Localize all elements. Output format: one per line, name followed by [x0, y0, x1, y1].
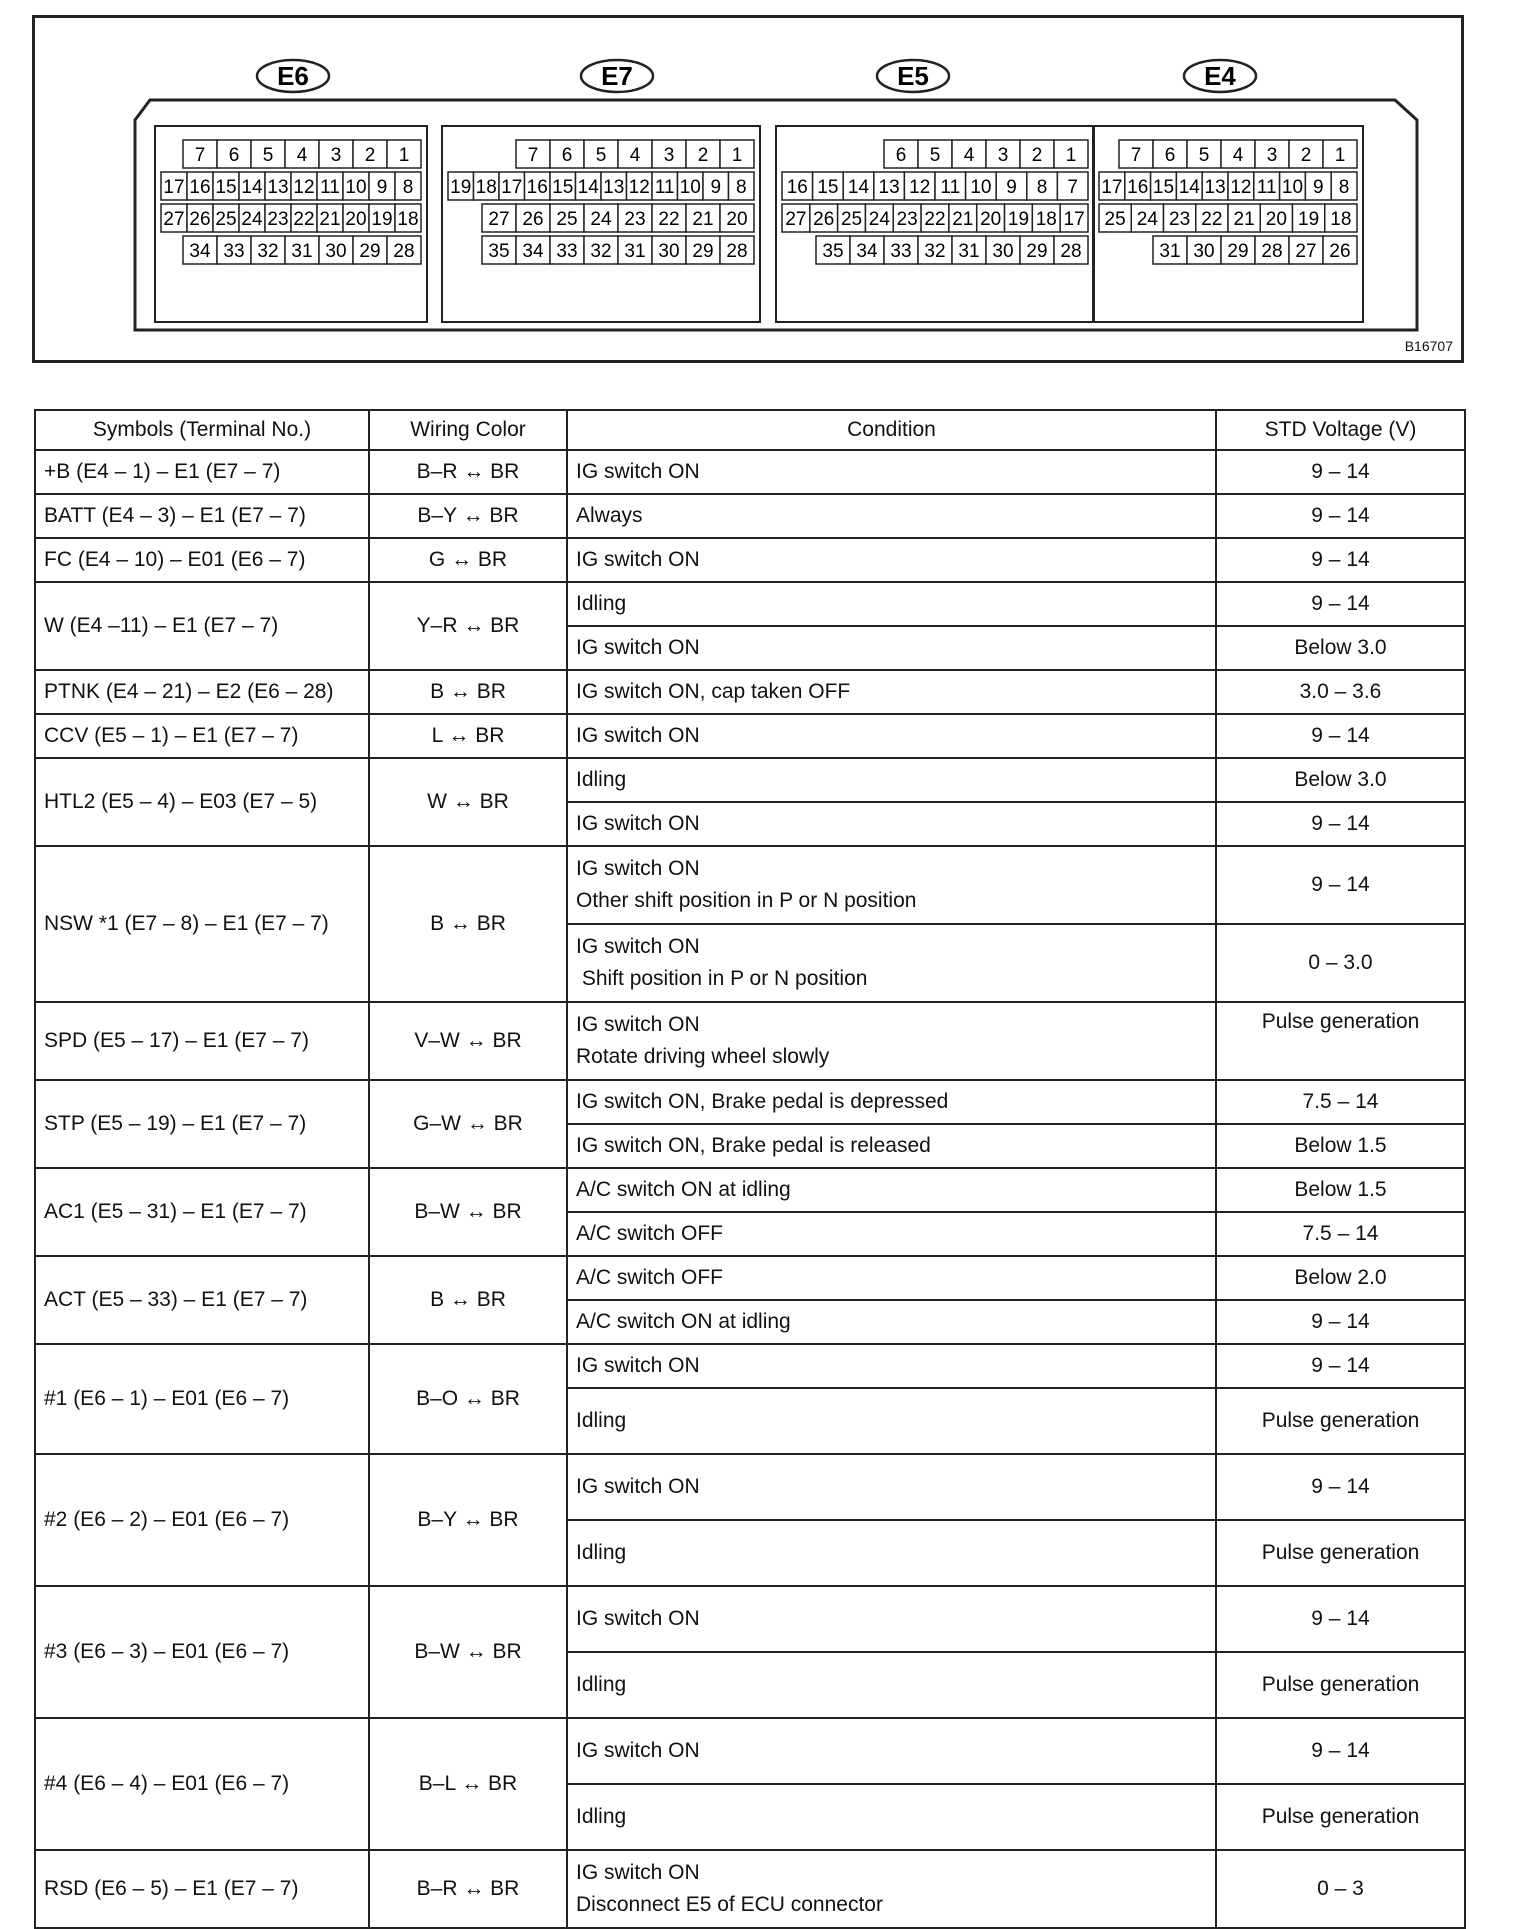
pin-number: 17 [163, 177, 185, 198]
pin-number: 8 [1036, 177, 1048, 198]
pin-number: 3 [330, 145, 342, 166]
pin-number: 16 [1127, 177, 1149, 198]
pin-number: 20 [345, 209, 367, 230]
condition-text: Idling [576, 1409, 627, 1432]
pin-number: 12 [1230, 177, 1252, 198]
std-voltage: 9 – 14 [1216, 846, 1465, 924]
std-voltage: Below 1.5 [1216, 1168, 1465, 1212]
pin-number: 26 [813, 209, 835, 230]
pin-number: 8 [402, 177, 414, 198]
pin-number: 35 [488, 241, 510, 262]
pin-number: 32 [590, 241, 612, 262]
condition-text: A/C switch OFF [576, 1222, 724, 1245]
condition-cell [567, 1344, 1216, 1388]
pin-number: 4 [629, 145, 641, 166]
terminal-symbol: NSW *1 (E7 – 8) – E1 (E7 – 7) [35, 846, 369, 1002]
pin-number: 19 [371, 209, 393, 230]
pin-number: 4 [963, 145, 975, 166]
table-row [35, 494, 1465, 538]
terminal-symbol: ACT (E5 – 33) – E1 (E7 – 7) [35, 1256, 369, 1344]
pin-number: 9 [1006, 177, 1017, 198]
condition-text: IG switch ON, Brake pedal is released [576, 1134, 931, 1157]
pin-number: 34 [522, 241, 544, 262]
pin-number: 29 [1026, 241, 1048, 262]
pin-number: 25 [215, 209, 237, 230]
pin-number: 29 [692, 241, 714, 262]
pin-number: 20 [980, 209, 1002, 230]
terminal-symbol: CCV (E5 – 1) – E1 (E7 – 7) [35, 714, 369, 758]
table-row [35, 1002, 1465, 1080]
pin-number: 17 [1101, 177, 1123, 198]
condition-cell [567, 1256, 1216, 1300]
pin-number: 33 [556, 241, 578, 262]
pin-number: 10 [345, 177, 367, 198]
pin-number: 1 [398, 145, 410, 166]
std-voltage: 3.0 – 3.6 [1216, 670, 1465, 714]
terminal-symbol: BATT (E4 – 3) – E1 (E7 – 7) [35, 494, 369, 538]
table-header-row [35, 410, 1465, 450]
pin-number: 30 [992, 241, 1014, 262]
wiring-color: G ↔ BR [369, 538, 567, 582]
condition-cell [567, 1586, 1216, 1652]
pin-number: 16 [189, 177, 211, 198]
pin-number: 20 [1265, 209, 1287, 230]
wiring-color: B–Y ↔ BR [369, 1454, 567, 1586]
pin-number: 16 [526, 177, 548, 198]
wiring-color: W ↔ BR [369, 758, 567, 846]
wiring-color: B–R ↔ BR [369, 450, 567, 494]
pin-number: 1 [1334, 145, 1346, 166]
table-row [35, 1080, 1465, 1124]
std-voltage: Pulse generation [1216, 1388, 1465, 1454]
std-voltage: 0 – 3 [1216, 1850, 1465, 1928]
pin-number: 25 [840, 209, 863, 230]
pin-number: 14 [847, 177, 870, 198]
header-wiring-color: Wiring Color [369, 410, 567, 450]
wiring-color: L ↔ BR [369, 714, 567, 758]
condition-cell [567, 1454, 1216, 1520]
condition-cell [567, 1652, 1216, 1718]
pin-number: 30 [1193, 241, 1215, 262]
terminal-symbol: FC (E4 – 10) – E01 (E6 – 7) [35, 538, 369, 582]
terminal-symbol: #4 (E6 – 4) – E01 (E6 – 7) [35, 1718, 369, 1850]
condition-text: Disconnect E5 of ECU connector [576, 1893, 883, 1916]
condition-cell [567, 450, 1216, 494]
pin-number: 12 [909, 177, 931, 198]
condition-text: IG switch ON [576, 724, 700, 747]
pin-number: 7 [1130, 145, 1142, 166]
std-voltage: 9 – 14 [1216, 582, 1465, 626]
pin-number: 2 [1300, 145, 1312, 166]
pin-number: 3 [663, 145, 675, 166]
condition-text: A/C switch ON at idling [576, 1178, 791, 1201]
table-row [35, 846, 1465, 924]
pin-number: 13 [878, 177, 900, 198]
pin-number: 23 [267, 209, 289, 230]
condition-text: IG switch ON [576, 812, 700, 835]
terminal-symbol: HTL2 (E5 – 4) – E03 (E7 – 5) [35, 758, 369, 846]
pin-number: 31 [291, 241, 313, 262]
std-voltage: 9 – 14 [1216, 1718, 1465, 1784]
pin-number: 19 [450, 177, 472, 198]
condition-cell [567, 1388, 1216, 1454]
std-voltage: 9 – 14 [1216, 494, 1465, 538]
pin-number: 22 [293, 209, 315, 230]
std-voltage: 9 – 14 [1216, 802, 1465, 846]
pin-number: 27 [163, 209, 185, 230]
terminal-symbol: +B (E4 – 1) – E1 (E7 – 7) [35, 450, 369, 494]
pin-number: 5 [929, 145, 941, 166]
condition-cell [567, 1080, 1216, 1124]
header-symbols: Symbols (Terminal No.) [35, 410, 369, 450]
pin-number: 11 [320, 177, 340, 198]
std-voltage: 9 – 14 [1216, 450, 1465, 494]
pin-number: 13 [603, 177, 625, 198]
condition-cell [567, 626, 1216, 670]
condition-text: IG switch ON [576, 636, 700, 659]
pin-number: 6 [561, 145, 573, 166]
wiring-color: V–W ↔ BR [369, 1002, 567, 1080]
table-row [35, 1344, 1465, 1388]
condition-cell [567, 924, 1216, 1002]
std-voltage: 9 – 14 [1216, 1586, 1465, 1652]
pin-number: 10 [1281, 177, 1304, 198]
pin-number: 2 [364, 145, 376, 166]
pin-number: 19 [1298, 209, 1320, 230]
pin-number: 32 [924, 241, 946, 262]
std-voltage: Pulse generation [1216, 1002, 1465, 1080]
table-row [35, 758, 1465, 802]
pin-number: 2 [697, 145, 709, 166]
condition-text: Other shift position in P or N position [576, 889, 917, 912]
table-body [35, 450, 1465, 1928]
pin-number: 9 [710, 177, 722, 198]
pin-number: 26 [1329, 241, 1351, 262]
terminal-symbol: W (E4 –11) – E1 (E7 – 7) [35, 582, 369, 670]
condition-cell [567, 670, 1216, 714]
pin-number: 20 [726, 209, 748, 230]
pin-number: 6 [228, 145, 240, 166]
pin-number: 17 [1063, 209, 1085, 230]
condition-cell [567, 1212, 1216, 1256]
table-row [35, 1454, 1465, 1520]
terminal-symbol: #2 (E6 – 2) – E01 (E6 – 7) [35, 1454, 369, 1586]
std-voltage: Pulse generation [1216, 1784, 1465, 1850]
condition-text: IG switch ON, cap taken OFF [576, 680, 851, 703]
wiring-color: Y–R ↔ BR [369, 582, 567, 670]
condition-text: IG switch ON [576, 1475, 700, 1498]
pin-number: 9 [1313, 177, 1324, 198]
pin-number: 28 [1060, 241, 1082, 262]
std-voltage: 9 – 14 [1216, 714, 1465, 758]
wiring-color: B ↔ BR [369, 846, 567, 1002]
pin-number: 1 [1065, 145, 1077, 166]
condition-cell [567, 802, 1216, 846]
connector-label: E4 [1204, 61, 1236, 91]
condition-cell [567, 758, 1216, 802]
pin-number: 27 [785, 209, 807, 230]
pin-number: 12 [293, 177, 315, 198]
table-row [35, 538, 1465, 582]
table-row [35, 1256, 1465, 1300]
pin-number: 11 [1256, 177, 1277, 198]
table-row [35, 450, 1465, 494]
wiring-color: B–L ↔ BR [369, 1718, 567, 1850]
condition-cell [567, 582, 1216, 626]
pin-number: 29 [359, 241, 381, 262]
pin-number: 26 [189, 209, 211, 230]
std-voltage: Below 1.5 [1216, 1124, 1465, 1168]
condition-text: IG switch ON [576, 1354, 700, 1377]
std-voltage: 7.5 – 14 [1216, 1080, 1465, 1124]
pin-number: 27 [1295, 241, 1317, 262]
std-voltage: 9 – 14 [1216, 1300, 1465, 1344]
condition-cell [567, 1300, 1216, 1344]
terminal-symbol: PTNK (E4 – 21) – E2 (E6 – 28) [35, 670, 369, 714]
std-voltage: 0 – 3.0 [1216, 924, 1465, 1002]
pin-number: 23 [896, 209, 918, 230]
std-voltage: 7.5 – 14 [1216, 1212, 1465, 1256]
pin-number: 6 [895, 145, 907, 166]
pin-number: 24 [1136, 209, 1158, 230]
pin-number: 22 [1201, 209, 1223, 230]
pin-number: 8 [1338, 177, 1350, 198]
wiring-color: B–W ↔ BR [369, 1586, 567, 1718]
pin-number: 23 [1169, 209, 1191, 230]
pin-number: 14 [577, 177, 599, 198]
condition-text: IG switch ON [576, 460, 700, 483]
terminal-symbol: #1 (E6 – 1) – E01 (E6 – 7) [35, 1344, 369, 1454]
condition-text: IG switch ON [576, 1607, 700, 1630]
condition-cell [567, 494, 1216, 538]
pin-number: 27 [488, 209, 510, 230]
pin-number: 8 [735, 177, 747, 198]
condition-text: Idling [576, 1673, 627, 1696]
wiring-color: B ↔ BR [369, 1256, 567, 1344]
condition-text: Idling [576, 1541, 627, 1564]
std-voltage: Below 2.0 [1216, 1256, 1465, 1300]
wiring-color: B ↔ BR [369, 670, 567, 714]
pin-number: 28 [726, 241, 748, 262]
terminal-symbol: AC1 (E5 – 31) – E1 (E7 – 7) [35, 1168, 369, 1256]
pin-number: 21 [1233, 209, 1255, 230]
pin-number: 1 [731, 145, 743, 166]
std-voltage: 9 – 14 [1216, 1344, 1465, 1388]
condition-cell [567, 1784, 1216, 1850]
pin-number: 5 [262, 145, 274, 166]
pin-number: 26 [522, 209, 544, 230]
connector-drawing [35, 18, 1461, 360]
pin-number: 11 [654, 177, 675, 198]
pin-number: 3 [997, 145, 1009, 166]
pin-number: 3 [1266, 145, 1278, 166]
condition-text: IG switch ON [576, 548, 700, 571]
pin-number: 22 [658, 209, 680, 230]
pin-number: 5 [1198, 145, 1210, 166]
pin-number: 9 [376, 177, 388, 198]
condition-text: A/C switch ON at idling [576, 1310, 791, 1333]
header-condition: Condition [567, 410, 1216, 450]
pin-number: 18 [475, 177, 497, 198]
condition-cell [567, 846, 1216, 924]
pin-number: 12 [628, 177, 650, 198]
pin-number: 13 [267, 177, 289, 198]
condition-text: Shift position in P or N position [576, 967, 868, 990]
pin-number: 30 [325, 241, 347, 262]
table-row [35, 1586, 1465, 1652]
connector-diagram [32, 15, 1464, 363]
terminal-symbol: SPD (E5 – 17) – E1 (E7 – 7) [35, 1002, 369, 1080]
table-row [35, 582, 1465, 626]
pin-number: 18 [1330, 209, 1352, 230]
pin-number: 24 [590, 209, 612, 230]
pin-number: 15 [1152, 177, 1175, 198]
pin-number: 7 [527, 145, 539, 166]
wiring-color: B–Y ↔ BR [369, 494, 567, 538]
wiring-color: B–O ↔ BR [369, 1344, 567, 1454]
condition-text: Idling [576, 768, 627, 791]
condition-cell [567, 1718, 1216, 1784]
terminal-symbol: STP (E5 – 19) – E1 (E7 – 7) [35, 1080, 369, 1168]
pin-number: 18 [1035, 209, 1057, 230]
pin-number: 28 [393, 241, 415, 262]
condition-cell [567, 1850, 1216, 1928]
std-voltage: Pulse generation [1216, 1520, 1465, 1586]
connector-label: E5 [897, 61, 929, 91]
pin-number: 18 [397, 209, 419, 230]
condition-cell [567, 1168, 1216, 1212]
condition-text: IG switch ON [576, 1013, 700, 1036]
condition-text: IG switch ON [576, 935, 700, 958]
pin-number: 31 [1159, 241, 1181, 262]
figure-code: B16707 [1404, 338, 1453, 354]
condition-text: IG switch ON [576, 1861, 700, 1884]
pin-number: 24 [868, 209, 890, 230]
pin-number: 23 [624, 209, 646, 230]
pin-number: 19 [1007, 209, 1030, 230]
std-voltage: Below 3.0 [1216, 626, 1465, 670]
pin-number: 29 [1227, 241, 1249, 262]
pin-number: 16 [786, 177, 808, 198]
condition-cell [567, 1520, 1216, 1586]
pin-number: 31 [958, 241, 980, 262]
pin-number: 7 [1067, 177, 1078, 198]
pin-number: 24 [241, 209, 263, 230]
pin-number: 4 [296, 145, 308, 166]
condition-text: IG switch ON [576, 1739, 700, 1762]
pin-number: 13 [1204, 177, 1226, 198]
condition-cell [567, 714, 1216, 758]
terminal-symbol: RSD (E6 – 5) – E1 (E7 – 7) [35, 1850, 369, 1928]
pin-number: 21 [692, 209, 714, 230]
wiring-color: G–W ↔ BR [369, 1080, 567, 1168]
wiring-color: B–W ↔ BR [369, 1168, 567, 1256]
pin-number: 34 [856, 241, 878, 262]
pin-number: 28 [1261, 241, 1283, 262]
std-voltage: 9 – 14 [1216, 1454, 1465, 1520]
pin-number: 5 [595, 145, 607, 166]
pin-number: 32 [257, 241, 279, 262]
condition-cell [567, 1002, 1216, 1080]
condition-text: Idling [576, 592, 627, 615]
table-row [35, 1850, 1465, 1928]
pin-number: 21 [952, 209, 974, 230]
pin-number: 14 [241, 177, 263, 198]
pin-number: 22 [924, 209, 946, 230]
terminal-table [34, 409, 1464, 1929]
pin-number: 30 [658, 241, 680, 262]
wiring-color: B–R ↔ BR [369, 1850, 567, 1928]
table-row [35, 1168, 1465, 1212]
condition-cell [567, 538, 1216, 582]
table-row [35, 1718, 1465, 1784]
pin-number: 14 [1178, 177, 1200, 198]
pin-number: 21 [319, 209, 341, 230]
condition-text: IG switch ON [576, 857, 700, 880]
pin-number: 15 [552, 177, 574, 198]
terminal-symbol: #3 (E6 – 3) – E01 (E6 – 7) [35, 1586, 369, 1718]
table-row [35, 714, 1465, 758]
std-voltage: Below 3.0 [1216, 758, 1465, 802]
pin-number: 11 [940, 177, 961, 198]
condition-text: Always [576, 504, 643, 527]
pin-number: 15 [817, 177, 839, 198]
pin-number: 25 [1104, 209, 1126, 230]
pin-number: 10 [679, 177, 701, 198]
pin-number: 4 [1232, 145, 1244, 166]
pin-number: 6 [1164, 145, 1176, 166]
condition-text: IG switch ON, Brake pedal is depressed [576, 1090, 949, 1113]
pin-number: 2 [1031, 145, 1043, 166]
std-voltage: 9 – 14 [1216, 538, 1465, 582]
pin-number: 15 [215, 177, 237, 198]
condition-cell [567, 1124, 1216, 1168]
pin-number: 34 [189, 241, 211, 262]
pin-number: 25 [556, 209, 578, 230]
pin-number: 33 [223, 241, 245, 262]
pin-number: 35 [822, 241, 844, 262]
condition-text: A/C switch OFF [576, 1266, 724, 1289]
pin-number: 31 [624, 241, 646, 262]
connector-label: E6 [277, 61, 309, 91]
condition-text: Rotate driving wheel slowly [576, 1045, 830, 1068]
table-row [35, 670, 1465, 714]
std-voltage: Pulse generation [1216, 1652, 1465, 1718]
pin-number: 10 [970, 177, 992, 198]
header-std-voltage: STD Voltage (V) [1216, 410, 1465, 450]
pin-number: 33 [890, 241, 912, 262]
pin-number: 7 [194, 145, 206, 166]
condition-text: Idling [576, 1805, 627, 1828]
pin-number: 17 [501, 177, 523, 198]
connector-label: E7 [601, 61, 633, 91]
